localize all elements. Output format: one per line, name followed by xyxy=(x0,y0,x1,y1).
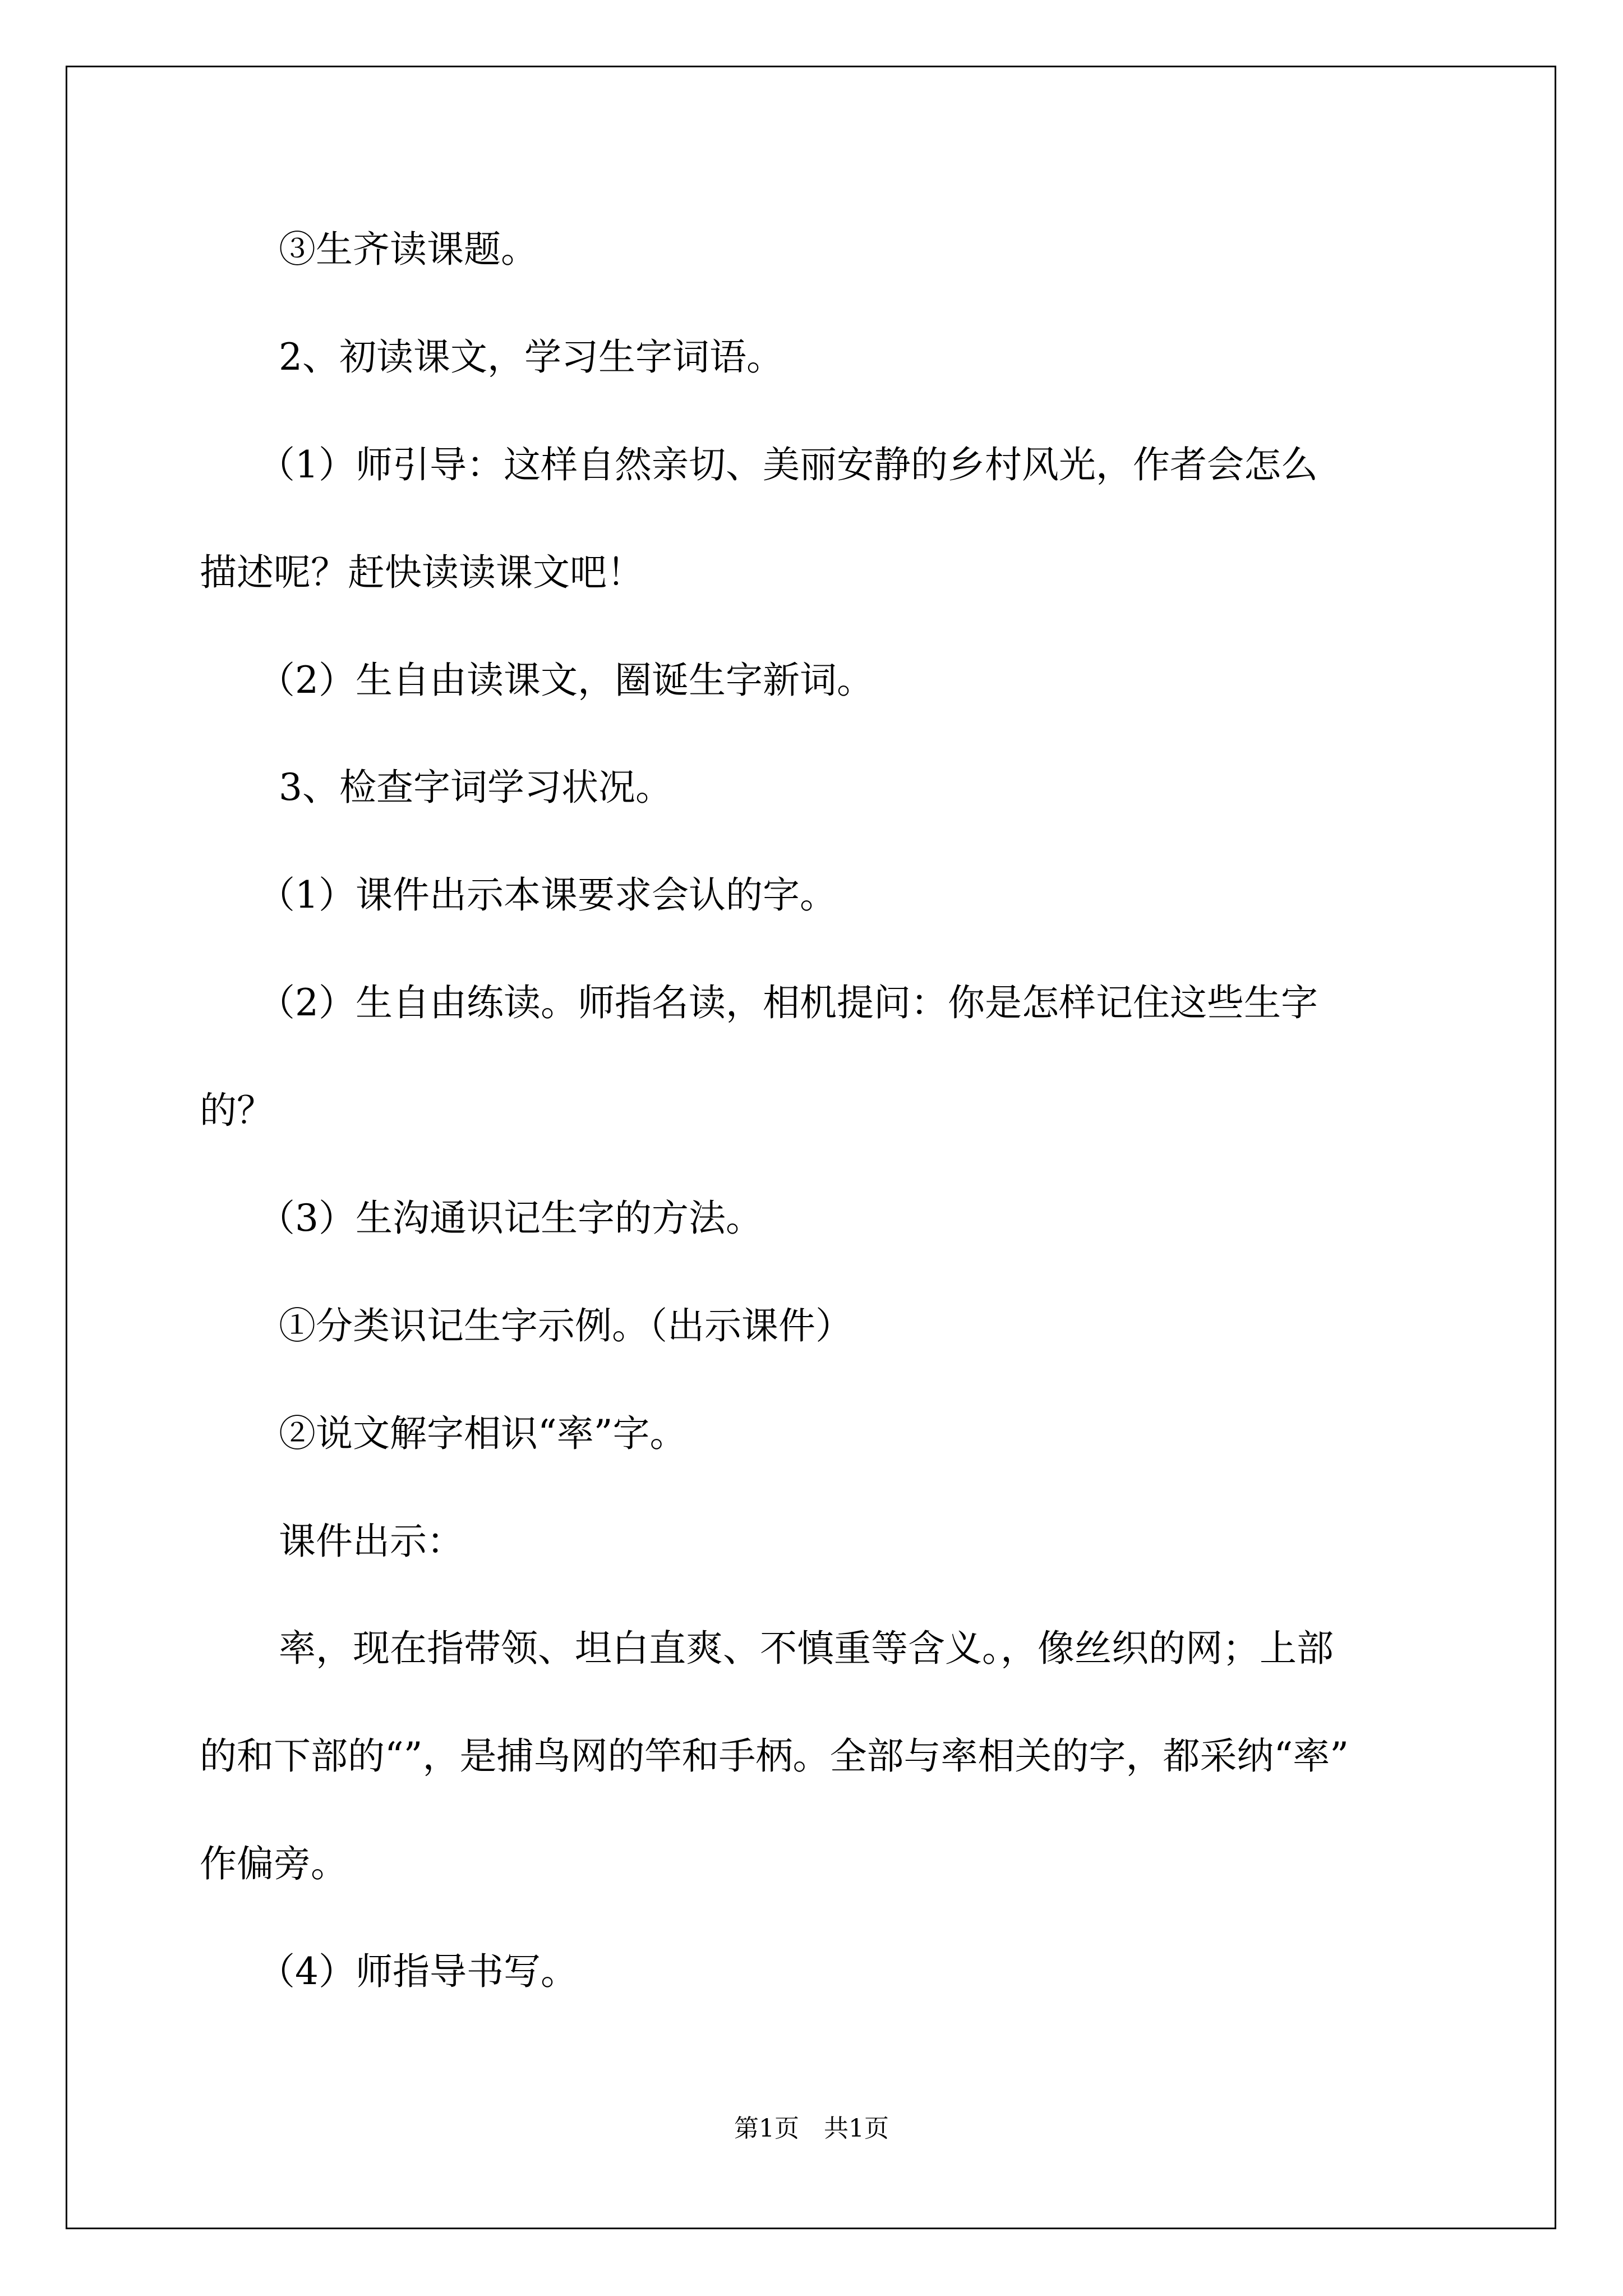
paragraph: ①分类识记生字示例。（出示课件） xyxy=(279,1304,852,1347)
paragraph: （3）生沟通识记生字的方法。 xyxy=(258,1197,763,1240)
paragraph: （4）师指导书写。 xyxy=(258,1950,578,1993)
paragraph: 描述呢？赶快读读课文吧！ xyxy=(200,551,644,594)
page-footer xyxy=(0,2112,1623,2146)
paragraph: 课件出示： xyxy=(279,1520,464,1563)
paragraph: ②说文解字相识“率”字。 xyxy=(279,1412,687,1455)
paragraph: 率，现在指带领、坦白直爽、不慎重等含义。，像丝织的网；上部 xyxy=(279,1627,1334,1670)
paragraph: 的和下部的“”，是捕鸟网的竿和手柄。全部与率相关的字，都采纳“率” xyxy=(200,1734,1349,1778)
page-total: 共1页 xyxy=(824,2114,889,2143)
paragraph: 3、检查字词学习状况。 xyxy=(279,766,672,809)
page-border xyxy=(66,66,1556,2229)
paragraph: ③生齐读课题。 xyxy=(279,228,538,271)
paragraph: （1）课件出示本课要求会认的字。 xyxy=(258,873,837,917)
paragraph: （2）生自由练读。师指名读，相机提问：你是怎样记住这些生字 xyxy=(258,981,1318,1024)
paragraph: 作偏旁。 xyxy=(200,1842,348,1885)
paragraph: （2）生自由读课文，圈诞生字新词。 xyxy=(258,659,874,702)
paragraph: （1）师引导：这样自然亲切、美丽安静的乡村风光，作者会怎么 xyxy=(258,443,1318,486)
page-number: 第1页 xyxy=(734,2114,799,2143)
paragraph: 的？ xyxy=(200,1089,274,1132)
paragraph: 2、初读课文，学习生字词语。 xyxy=(279,335,783,379)
